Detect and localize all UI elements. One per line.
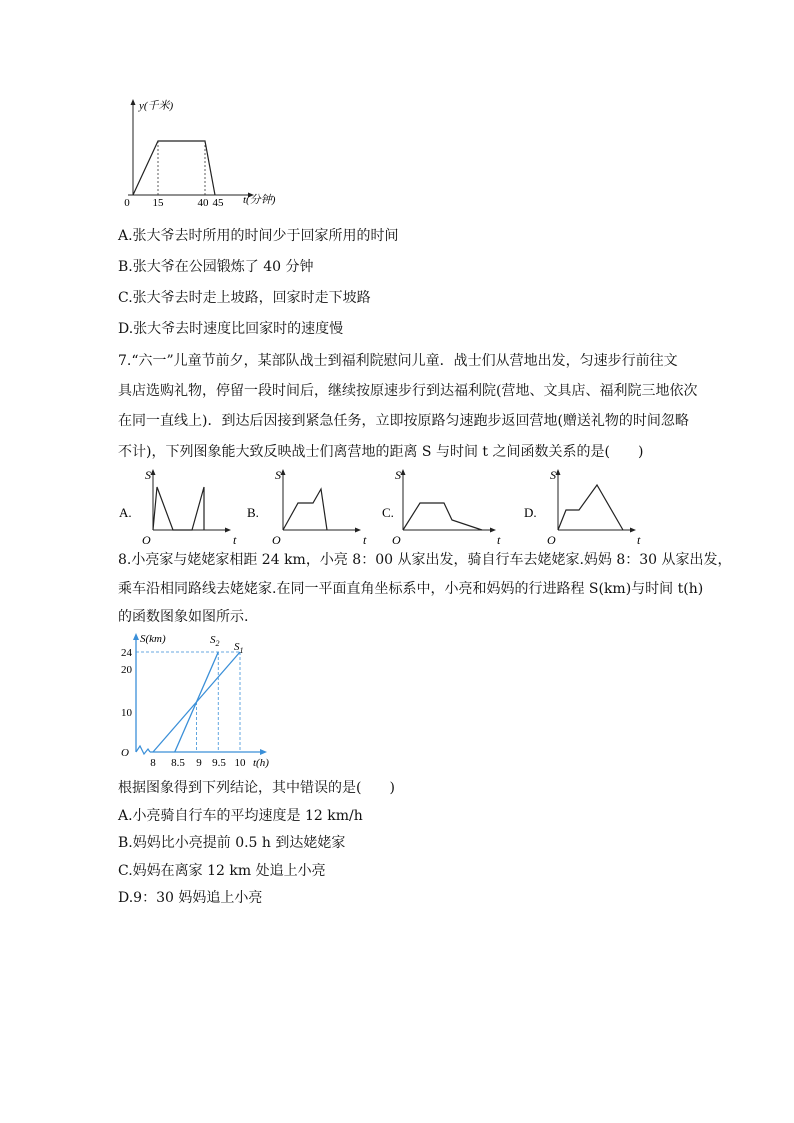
q8-option-d: D.9：30 妈妈追上小亮	[118, 890, 263, 906]
y-axis-arrow	[151, 469, 156, 475]
x-axis-label: t	[497, 533, 501, 547]
origin-label: O	[392, 533, 401, 547]
x-tick-8: 8	[150, 757, 156, 769]
series-label-s1: $S_1$	[234, 641, 244, 655]
q8-text-line-1: 8.小亮家与姥姥家相距 24 km，小亮 8：00 从家出发，骑自行车去姥姥家.妈妈 8：30 从家出发，	[118, 552, 732, 568]
axis-break	[136, 746, 150, 754]
y-tick-20: 20	[121, 664, 132, 676]
q7-graph-c	[380, 465, 515, 550]
tick-15: 15	[152, 197, 164, 209]
graph-path	[403, 503, 482, 530]
x-tick-10: 10	[234, 757, 246, 769]
option-letter: C.	[382, 505, 394, 520]
y-axis-arrow	[401, 469, 406, 475]
x-tick-9-5: 9.5	[212, 757, 226, 769]
tick-40: 40	[197, 197, 209, 209]
x-axis-label: t	[363, 533, 367, 547]
graph-path	[283, 489, 327, 530]
q6-option-d: D.张大爷去时速度比回家时的速度慢	[118, 321, 344, 337]
q8-question: 根据图象得到下列结论，其中错误的是( )	[118, 780, 395, 796]
x-axis-label: t	[233, 533, 237, 547]
y-tick-24: 24	[121, 647, 132, 659]
q7-graph-b	[245, 465, 380, 550]
tick-0: 0	[124, 197, 130, 209]
series-label-s2: $S_2$	[210, 634, 220, 648]
q6-option-a: A.张大爷去时所用的时间少于回家所用的时间	[118, 228, 399, 244]
q7-text-line-2: 具店选购礼物，停留一段时间后，继续按原速步行到达福利院(营地、文具店、福利院三地依次	[118, 383, 698, 399]
x-axis-arrow	[260, 749, 267, 755]
q7-text-line-4: 不计)，下列图象能大致反映战士们离营地的距离 S 与时间 t 之间函数关系的是( )	[118, 444, 644, 460]
x-axis-label: t(分钟)	[243, 194, 276, 206]
y-axis-label: S	[395, 468, 401, 482]
option-letter: A.	[119, 505, 132, 520]
x-axis-arrow	[355, 528, 361, 533]
graph-path	[133, 141, 215, 195]
q6-option-c: C.张大爷去时走上坡路，回家时走下坡路	[118, 290, 371, 306]
q8-option-c: C.妈妈在离家 12 km 处追上小亮	[118, 863, 326, 879]
y-axis-arrow	[133, 633, 139, 640]
q6-option-b: B.张大爷在公园锻炼了 40 分钟	[118, 259, 314, 275]
y-axis-label: S	[145, 468, 151, 482]
y-axis-arrow	[131, 99, 136, 105]
q7-text-line-1: 7.“六一”儿童节前夕，某部队战士到福利院慰问儿童．战士们从营地出发，匀速步行前往文	[118, 353, 678, 369]
option-letter: D.	[524, 505, 537, 520]
y-axis-label: y(千米)	[139, 100, 174, 112]
x-tick-8-5: 8.5	[171, 757, 185, 769]
distance-time-graph-q6	[110, 95, 310, 210]
q8-text-line-3: 的函数图象如图所示.	[118, 609, 249, 625]
y-axis-label: S(km)	[140, 633, 166, 645]
q8-option-b: B.妈妈比小亮提前 0.5 h 到达姥姥家	[118, 835, 346, 851]
y-axis-arrow	[556, 469, 561, 475]
tick-45: 45	[212, 197, 224, 209]
gridlines	[136, 652, 240, 752]
y-axis-arrow	[281, 469, 286, 475]
y-axis-label: S	[550, 468, 556, 482]
graph-path	[558, 485, 623, 530]
origin-label: O	[272, 533, 281, 547]
q7-graph-d	[520, 465, 655, 550]
x-axis-label: t(h)	[253, 757, 269, 769]
q7-text-line-3: 在同一直线上)．到达后因接到紧急任务，立即按原路匀速跑步返回营地(赠送礼物的时间忽略	[118, 413, 689, 429]
x-axis-label: t	[637, 533, 641, 547]
q8-text-line-2: 乘车沿相同路线去姥姥家.在同一平面直角坐标系中，小亮和妈妈的行进路程 S(km)与时间 t(h)	[118, 581, 704, 597]
option-letter: B.	[247, 505, 259, 520]
q8-distance-time-chart	[110, 628, 280, 773]
origin-label: O	[142, 533, 151, 547]
q8-option-a: A.小亮骑自行车的平均速度是 12 km/h	[118, 808, 363, 824]
y-tick-10: 10	[121, 707, 132, 719]
y-axis-label: S	[275, 468, 281, 482]
graph-path	[153, 487, 204, 530]
x-tick-9: 9	[196, 757, 202, 769]
origin-label: O	[121, 747, 129, 759]
x-axis-arrow	[630, 528, 636, 533]
x-axis-arrow	[225, 528, 231, 533]
origin-label: O	[547, 533, 556, 547]
x-axis-arrow	[490, 528, 496, 533]
q7-graph-a	[115, 465, 250, 550]
